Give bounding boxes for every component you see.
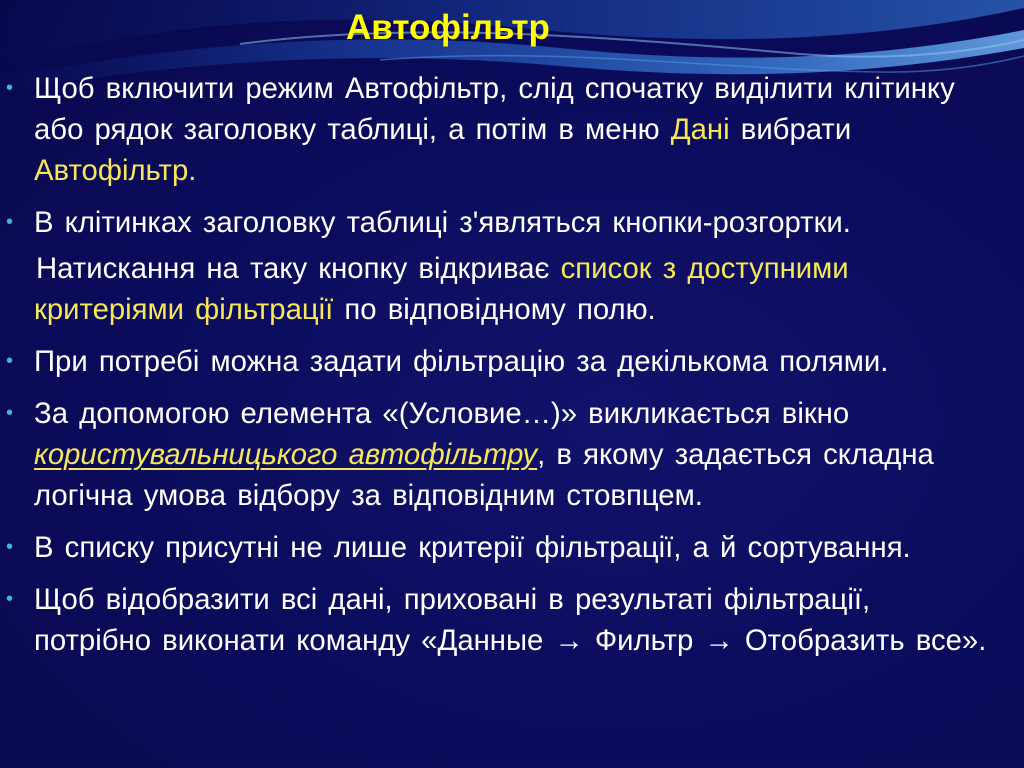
bullet-item [0, 202, 996, 243]
paragraph-text: вибрати [729, 113, 852, 146]
bullet-item [0, 68, 996, 191]
paragraph-text: При потребі можна задати фільтрацію за декількома полями. [34, 345, 889, 378]
bullet-icon: • [6, 588, 14, 610]
paragraph-text: Натискання на таку кнопку відкриває [36, 252, 561, 285]
paragraph-text: За допомогою елемента «(Условие…)» викликається вікно [34, 397, 850, 430]
paragraph-text: , в якому задається складна логічна умова відбору за відповідним стовпцем. [34, 438, 934, 512]
bullet-item [0, 393, 996, 516]
highlighted-term: список з доступними критеріями фільтрації [34, 252, 849, 326]
highlighted-term: Автофільтр. [34, 154, 197, 187]
bullet-icon: • [6, 536, 14, 558]
bullet-list [0, 68, 1024, 661]
hyperlink-term: користувальницького автофільтру [34, 438, 538, 471]
bullet-item [0, 341, 996, 382]
bullet-item [0, 579, 996, 661]
bullet-item [0, 527, 996, 568]
slide-title: Автофільтр [346, 8, 550, 47]
highlighted-term: Дані [670, 113, 730, 146]
paragraph-text: В списку присутні не лише критерії фільтрації, а й сортування. [34, 531, 911, 564]
bullet-continuation [0, 248, 996, 330]
bullet-icon: • [6, 350, 14, 372]
paragraph-text: Щоб відобразити всі дані, приховані в результаті фільтрації, потрібно виконати команду «Данные → Фильтр → Отобразить все». [34, 583, 987, 657]
paragraph-text: по відповідному полю. [333, 293, 656, 326]
paragraph-text: Щоб включити режим Автофільтр, слід спочатку виділити клітинку або рядок заголовку таблиці, а потім в меню [34, 72, 955, 146]
paragraph-text: В клітинках заголовку таблиці з'являться кнопки-розгортки. [34, 206, 851, 239]
bullet-icon: • [6, 402, 14, 424]
bullet-icon: • [6, 77, 14, 99]
bullet-icon: • [6, 211, 14, 233]
